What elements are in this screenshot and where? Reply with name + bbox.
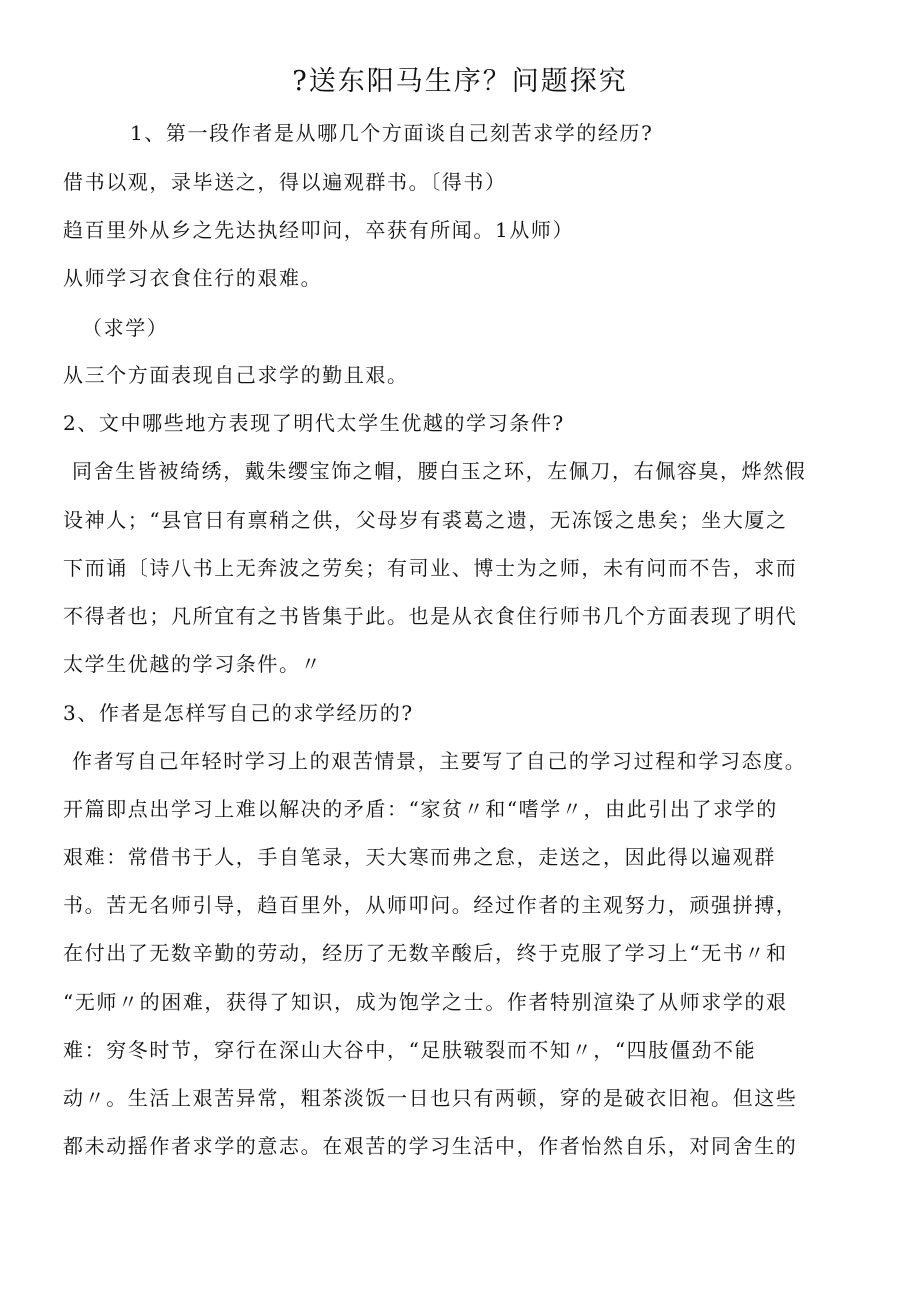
answer-line: 开篇即点出学习上难以解决的矛盾：“家贫〃和“嗜学〃，由此引出了求学的 bbox=[63, 797, 778, 821]
answer-line: 作者写自己年轻时学习上的艰苦情景，主要写了自己的学习过程和学习态度。 bbox=[72, 749, 807, 773]
answer-line: 趋百里外从乡之先达执经叩问，卒获有所闻。1从师） bbox=[63, 218, 575, 242]
question-1: 1、第一段作者是从哪几个方面谈自己刻苦求学的经历? bbox=[130, 121, 654, 145]
question-3: 3、作者是怎样写自己的求学经历的? bbox=[63, 701, 414, 725]
answer-line: 不得者也；凡所宜有之书皆集于此。也是从衣食住行师书几个方面表现了明代 bbox=[63, 604, 798, 628]
answer-line: 借书以观，录毕送之，得以遍观群书。〔得书） bbox=[63, 170, 507, 194]
answer-line: 在付出了无数辛勤的劳动，经历了无数辛酸后，终于克服了学习上“无书〃和 bbox=[63, 941, 788, 965]
answer-line: 都未动摇作者求学的意志。在艰苦的学习生活中，作者怡然自乐，对同舍生的 bbox=[63, 1134, 798, 1158]
answer-line: 太学生优越的学习条件。〃 bbox=[63, 652, 323, 676]
document-title: ?送东阳马生序？问题探究 bbox=[292, 66, 628, 97]
answer-line: （求学） bbox=[82, 316, 169, 340]
answer-line: 艰难：常借书于人，手自笔录，天大寒而弗之怠，走送之，因此得以遍观群 bbox=[63, 845, 776, 869]
answer-line: “无师〃的困难，获得了知识，成为饱学之士。作者特别渲染了从师求学的艰 bbox=[63, 990, 788, 1014]
answer-line: 动〃。生活上艰苦异常，粗茶淡饭一日也只有两顿，穿的是破衣旧袍。但这些 bbox=[63, 1086, 798, 1110]
answer-line: 从三个方面表现自己求学的勤且艰。 bbox=[63, 363, 409, 387]
question-2: 2、文中哪些地方表现了明代太学生优越的学习条件? bbox=[63, 411, 565, 435]
answer-line: 同舍生皆被绮绣，戴朱缨宝饰之帽，腰白玉之环，左佩刀，右佩容臭，烨然假 bbox=[72, 459, 807, 483]
answer-line: 设神人；“县官日有禀稍之供，父母岁有裘葛之遗，无冻馁之患矣；坐大厦之 bbox=[63, 508, 788, 532]
answer-line: 下而诵〔诗八书上无奔波之劳矣；有司业、博士为之师，未有问而不告，求而 bbox=[63, 556, 798, 580]
answer-line: 从师学习衣食住行的艰难。 bbox=[63, 266, 323, 290]
answer-line: 难：穷冬时节，穿行在深山大谷中，“足肤皲裂而不知〃，“四肢僵劲不能 bbox=[63, 1038, 757, 1062]
answer-line: 书。苦无名师引导，趋百里外，从师叩问。经过作者的主观努力，顽强拼搏， bbox=[63, 893, 798, 917]
